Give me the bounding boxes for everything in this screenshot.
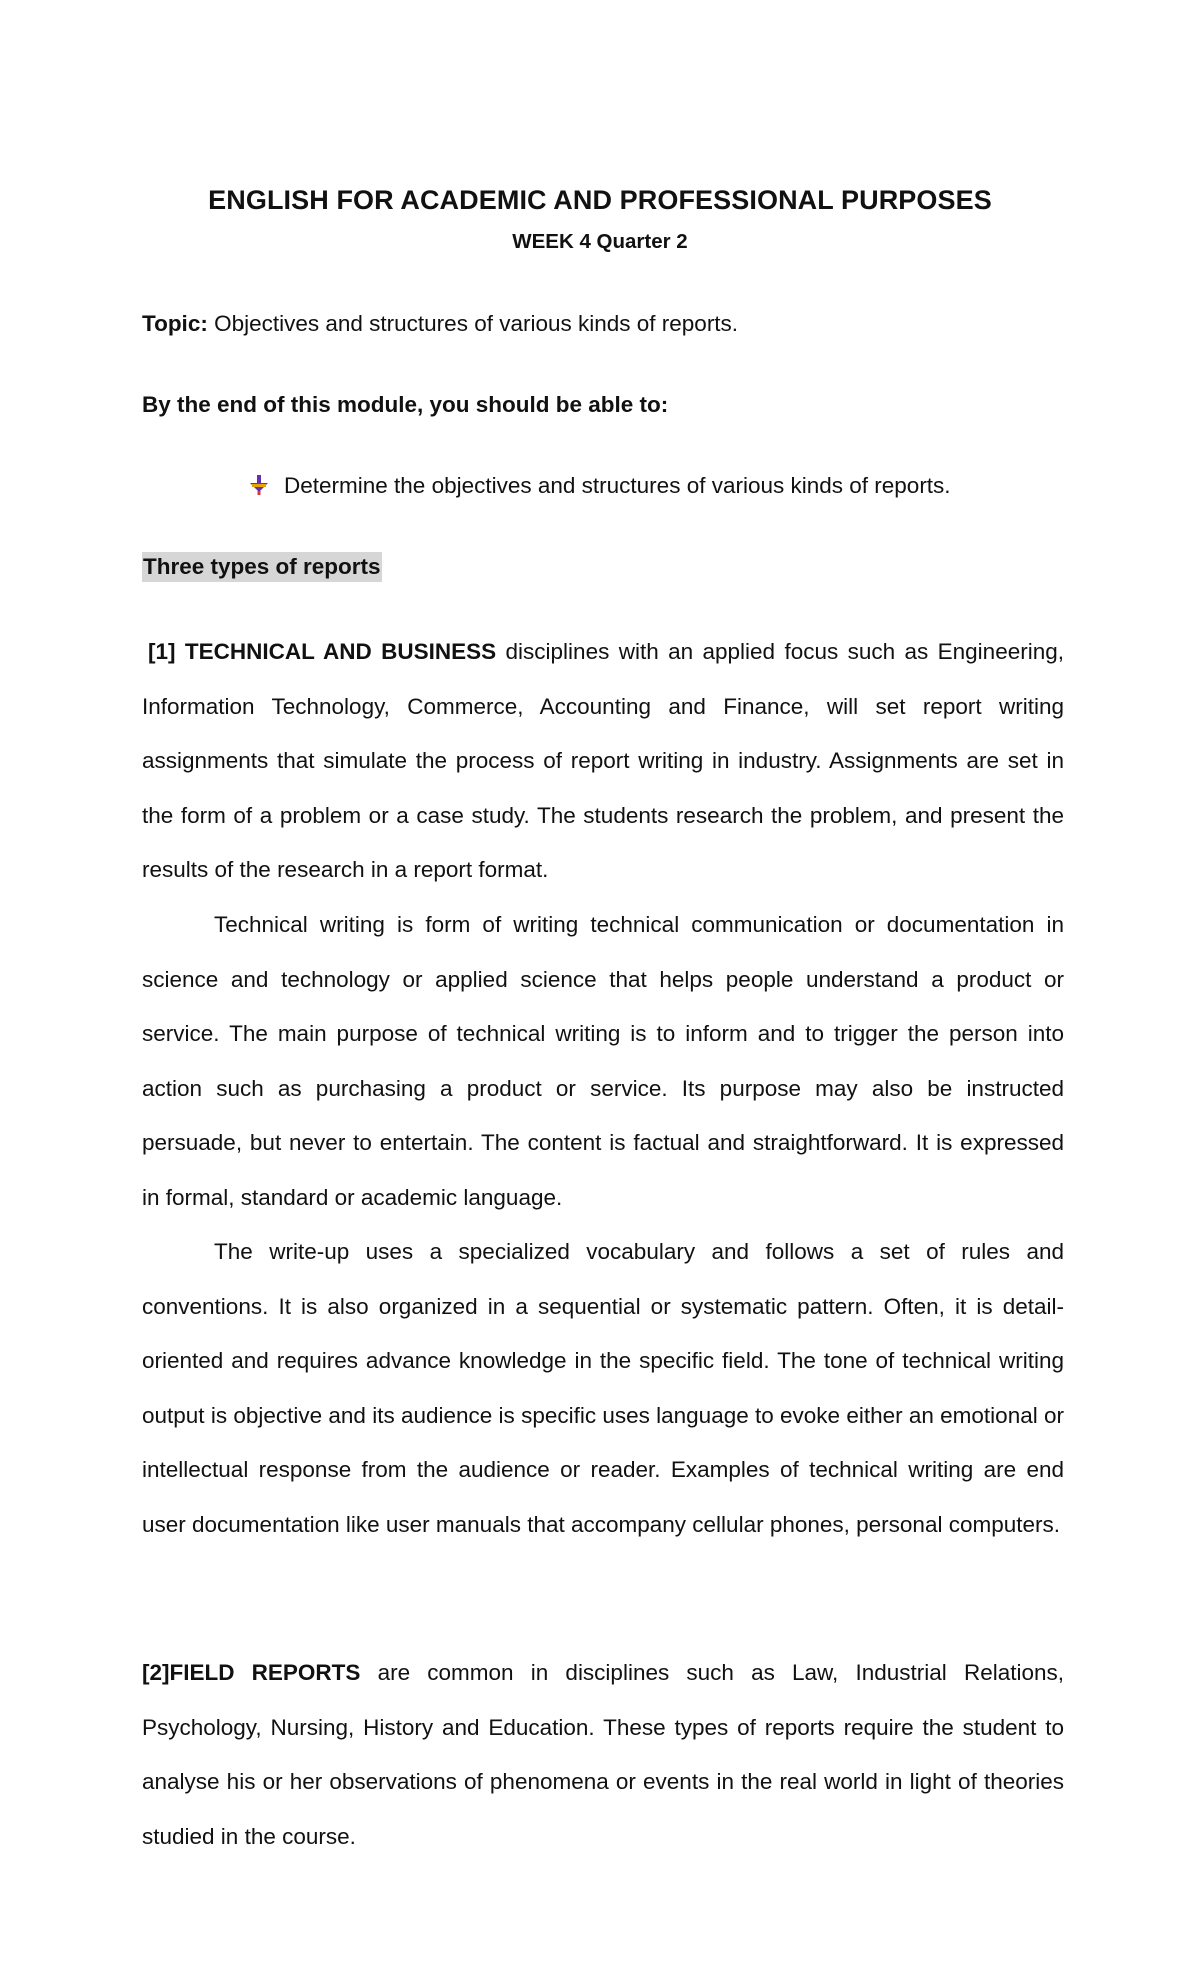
paragraph-write-up: The write-up uses a specialized vocabulary and follows a set of rules and conventions. It is also organized in a sequential or systematic pattern. Often, it is detail-oriented and requires advance knowledge in the specific field. The tone of technical writing output is objective and its audience is specific uses language to evoke either an emotional or intellectual response from the audience or reader. Examples of technical writing are end user documentation like user manuals that accompany cellular phones, personal computers.: [142, 1239, 1064, 1537]
section-heading: Three types of reports: [142, 552, 382, 582]
document-subtitle: WEEK 4 Quarter 2: [512, 230, 688, 253]
objective-list-item: [248, 471, 951, 501]
topic-label: Topic:: [142, 311, 208, 336]
paragraph-lead: [2]FIELD REPORTS: [142, 1660, 361, 1685]
paragraph-field-reports: [142, 1646, 1064, 1864]
document-title: ENGLISH FOR ACADEMIC AND PROFESSIONAL PURPOSES: [208, 185, 992, 215]
paragraph-text: disciplines with an applied focus such as Engineering, Information Technology, Commerce, Accounting and Finance, will set report writing assignments that simulate the process of report writing in industry. Assignments are set in the form of a problem or a case study. The students research the problem, and present the results of the research in a report format.: [142, 639, 1064, 883]
paragraph-technical-writing: Technical writing is form of writing technical communication or documentation in science and technology or applied science that helps people understand a product or service. The main purpose of technical writing is to inform and to trigger the person into action such as purchasing a product or service. Its purpose may also be instructed persuade, but never to entertain. The content is factual and straightforward. It is expressed in formal, standard or academic language.: [142, 912, 1064, 1210]
objectives-intro: By the end of this module, you should be able to:: [142, 392, 669, 417]
paragraph-technical-business: [142, 625, 1064, 898]
paragraph-text: are common in disciplines such as Law, Industrial Relations, Psychology, Nursing, History and Education. These types of reports require the student to analyse his or her observations of phenomena or events in the real world in light of theories studied in the course.: [142, 1660, 1064, 1849]
topic-line: [142, 309, 738, 339]
paragraph-lead: [1] TECHNICAL AND BUSINESS: [148, 639, 497, 664]
topic-text: Objectives and structures of various kinds of reports.: [207, 311, 739, 336]
objective-item-text: Determine the objectives and structures of various kinds of reports.: [284, 473, 951, 498]
arrow-down-bullet-icon: [248, 474, 270, 496]
